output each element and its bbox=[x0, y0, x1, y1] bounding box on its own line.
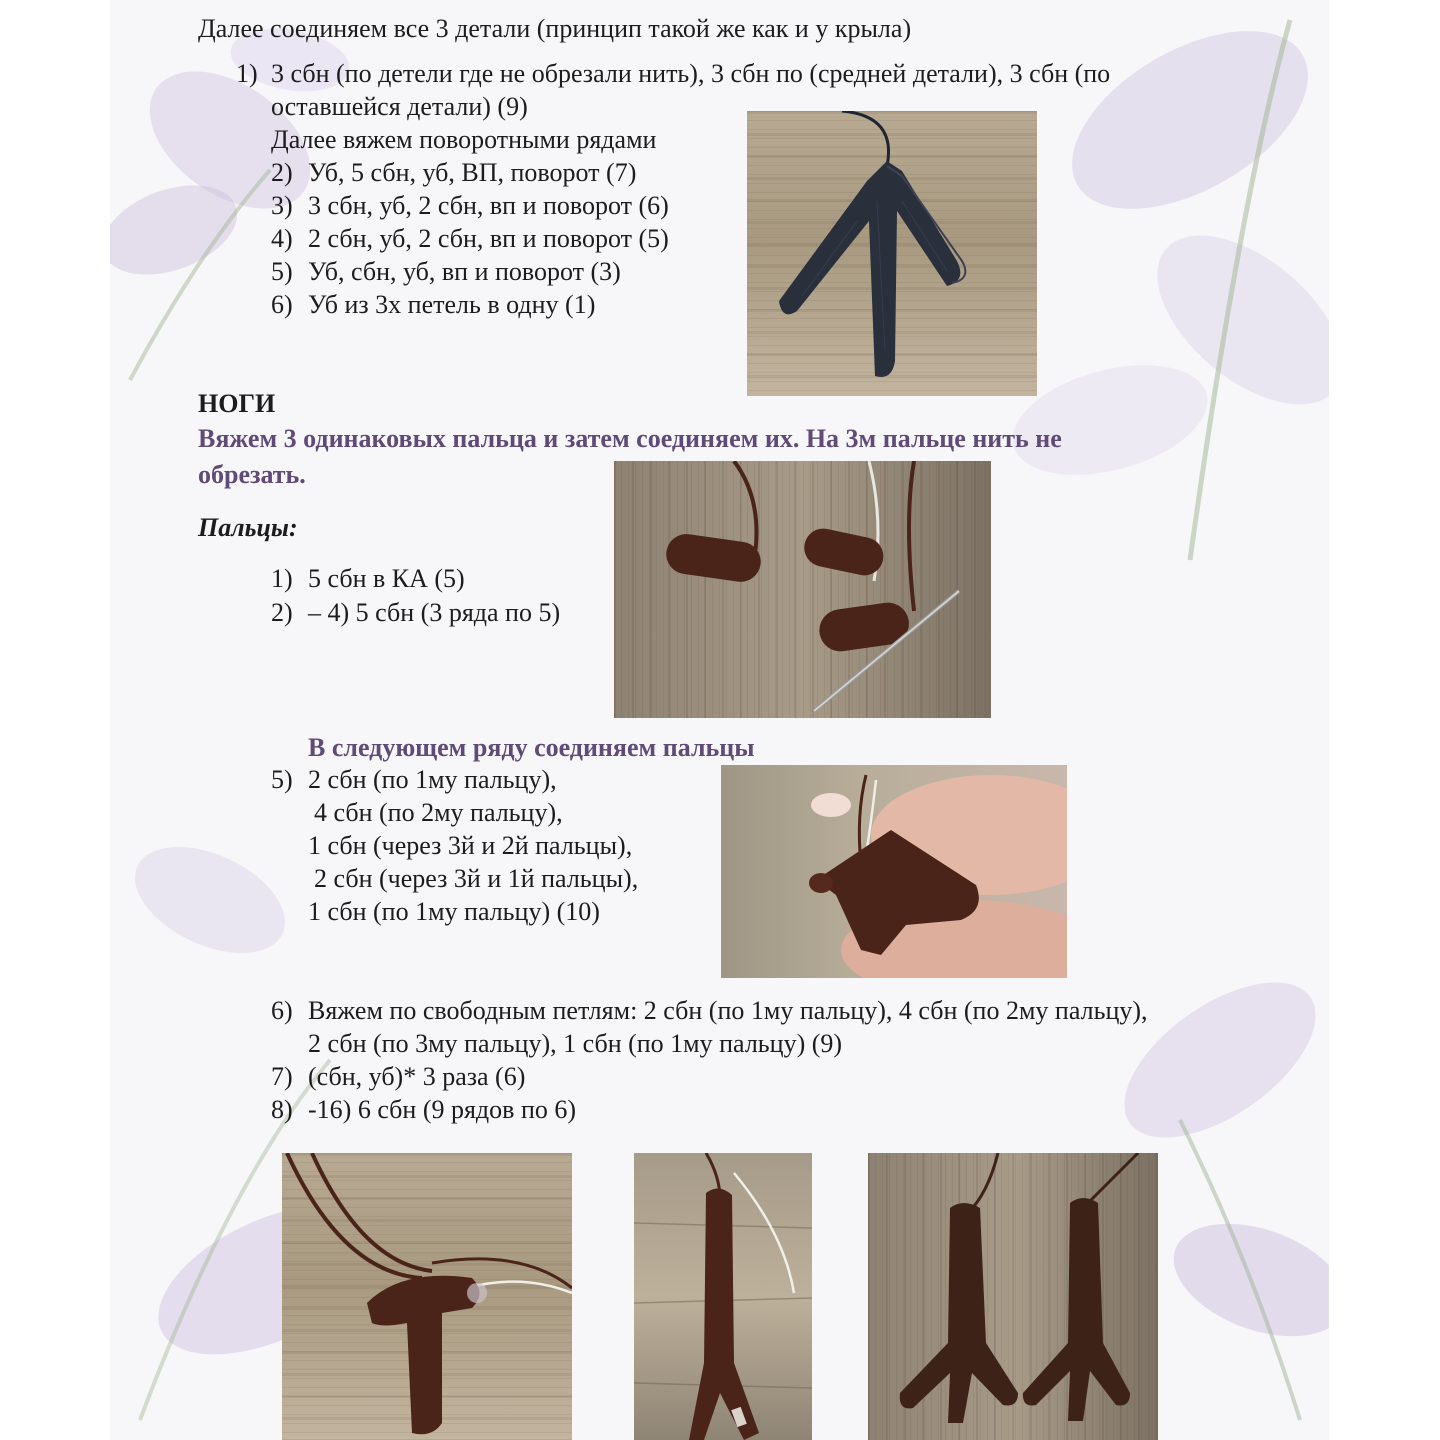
next-row-heading: В следующем ряду соединяем пальцы bbox=[308, 733, 755, 762]
step-text: Уб, 5 сбн, уб, ВП, поворот (7) bbox=[308, 158, 637, 187]
step-number: 7) bbox=[271, 1062, 293, 1091]
step-number: 2) bbox=[271, 598, 293, 627]
step-number: 5) bbox=[271, 257, 293, 286]
document-page bbox=[110, 0, 1329, 1440]
legs-subheading: Вяжем 3 одинаковых пальца и затем соединяем их. На 3м пальце нить не bbox=[198, 424, 1062, 453]
step-text: 2 сбн (по 3му пальцу), 1 сбн (по 1му пальцу) (9) bbox=[308, 1029, 843, 1058]
step-text: Уб, сбн, уб, вп и поворот (3) bbox=[308, 257, 621, 286]
step-number: 1) bbox=[236, 59, 258, 88]
intro-text: Далее соединяем все 3 детали (принцип такой же как и у крыла) bbox=[198, 14, 912, 43]
legs-subheading: обрезать. bbox=[198, 460, 306, 489]
step-text: 1 сбн (по 1му пальцу) (10) bbox=[308, 897, 600, 926]
step-number: 6) bbox=[271, 290, 293, 319]
step-number: 5) bbox=[271, 765, 293, 794]
step-number: 8) bbox=[271, 1095, 293, 1124]
step-text: оставшейся детали) (9) bbox=[271, 92, 528, 121]
step-text: 2 сбн, уб, 2 сбн, вп и поворот (5) bbox=[308, 224, 669, 253]
photo-joining-fingers bbox=[721, 765, 1067, 978]
step-text: -16) 6 сбн (9 рядов по 6) bbox=[308, 1095, 577, 1124]
step-note: Далее вяжем поворотными рядами bbox=[271, 125, 657, 154]
step-text: (сбн, уб)* 3 раза (6) bbox=[308, 1062, 526, 1091]
step-text: 4 сбн (по 2му пальцу), bbox=[314, 798, 563, 827]
step-number: 1) bbox=[271, 564, 293, 593]
step-text: 3 сбн, уб, 2 сбн, вп и поворот (6) bbox=[308, 191, 669, 220]
photo-leg-progress-2 bbox=[634, 1153, 812, 1440]
step-text: 2 сбн (через 3й и 1й пальцы), bbox=[314, 864, 639, 893]
step-text: Вяжем по свободным петлям: 2 сбн (по 1му пальцу), 4 сбн (по 2му пальцу), bbox=[308, 996, 1148, 1025]
step-text: 3 сбн (по детели где не обрезали нить), 3 сбн по (средней детали), 3 сбн (по bbox=[271, 59, 1111, 88]
photo-leg-progress-1 bbox=[282, 1153, 572, 1440]
fingers-title: Пальцы: bbox=[198, 513, 298, 542]
flower-decoration-top-right bbox=[990, 0, 1329, 600]
photo-fingers bbox=[614, 461, 991, 718]
step-text: 2 сбн (по 1му пальцу), bbox=[308, 765, 557, 794]
step-text: – 4) 5 сбн (3 ряда по 5) bbox=[308, 598, 561, 627]
step-text: Уб из 3х петель в одну (1) bbox=[308, 290, 596, 319]
photo-tail-piece bbox=[747, 111, 1037, 396]
step-number: 2) bbox=[271, 158, 293, 187]
step-number: 6) bbox=[271, 996, 293, 1025]
photo-leg-finished-pair bbox=[868, 1153, 1158, 1440]
step-number: 3) bbox=[271, 191, 293, 220]
step-number: 4) bbox=[271, 224, 293, 253]
step-text: 5 сбн в КА (5) bbox=[308, 564, 465, 593]
section-heading-legs: НОГИ bbox=[198, 389, 276, 418]
step-text: 1 сбн (через 3й и 2й пальцы), bbox=[308, 831, 633, 860]
